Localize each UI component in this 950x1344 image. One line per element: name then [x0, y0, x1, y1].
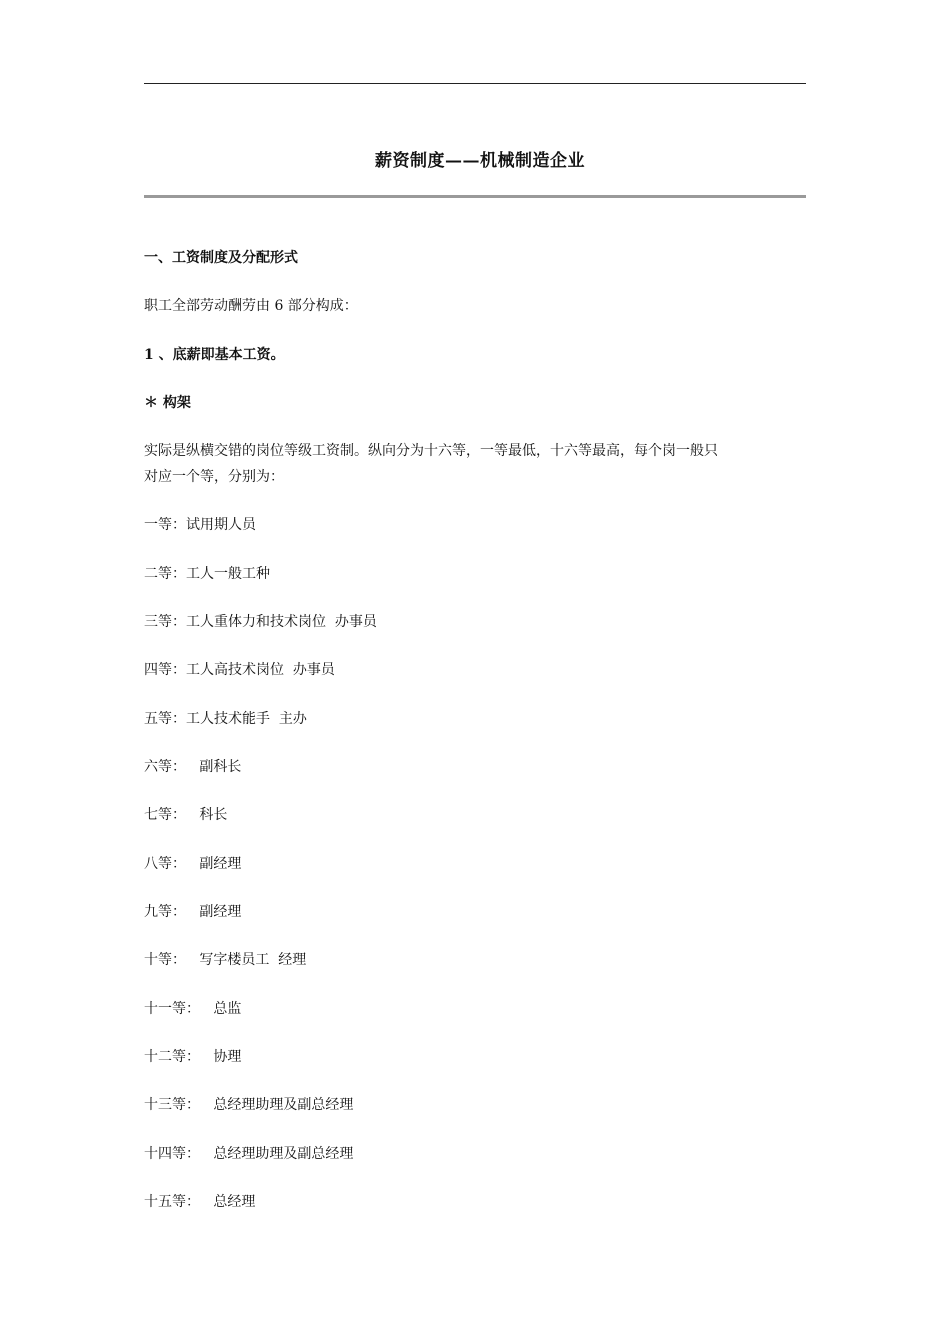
grade-item: 十等： 写字楼员工 经理 [144, 952, 307, 968]
grade-item: 十四等： 总经理助理及副总经理 [144, 1146, 354, 1162]
grade-item: 十一等： 总监 [144, 1001, 242, 1017]
grade-item: 七等： 科长 [144, 807, 228, 823]
grade-item: 三等：工人重体力和技术岗位 办事员 [144, 614, 377, 630]
subheading: ＊ 构架 [144, 395, 191, 411]
paragraph-line: 实际是纵横交错的岗位等级工资制。纵向分为十六等，一等最低，十六等最高，每个岗一般只 [144, 443, 718, 459]
grade-item: 二等：工人一般工种 [144, 566, 270, 582]
item-heading: 1 、底薪即基本工资。 [144, 347, 285, 363]
grade-item: 五等：工人技术能手 主办 [144, 711, 307, 727]
intro-text: 职工全部劳动酬劳由 6 部分构成： [144, 298, 358, 314]
title-underline [144, 195, 806, 198]
document-title: 薪资制度——机械制造企业 [375, 151, 585, 171]
grade-item: 十五等： 总经理 [144, 1194, 256, 1210]
grade-item: 十三等： 总经理助理及副总经理 [144, 1097, 354, 1113]
grade-item: 八等： 副经理 [144, 856, 242, 872]
section-heading: 一、工资制度及分配形式 [144, 250, 298, 266]
grade-item: 四等：工人高技术岗位 办事员 [144, 662, 335, 678]
paragraph-line: 对应一个等，分别为： [144, 469, 284, 485]
grade-item: 六等： 副科长 [144, 759, 242, 775]
grade-item: 十二等： 协理 [144, 1049, 242, 1065]
grade-item: 九等： 副经理 [144, 904, 242, 920]
grade-item: 一等：试用期人员 [144, 517, 256, 533]
header-rule [144, 83, 806, 84]
